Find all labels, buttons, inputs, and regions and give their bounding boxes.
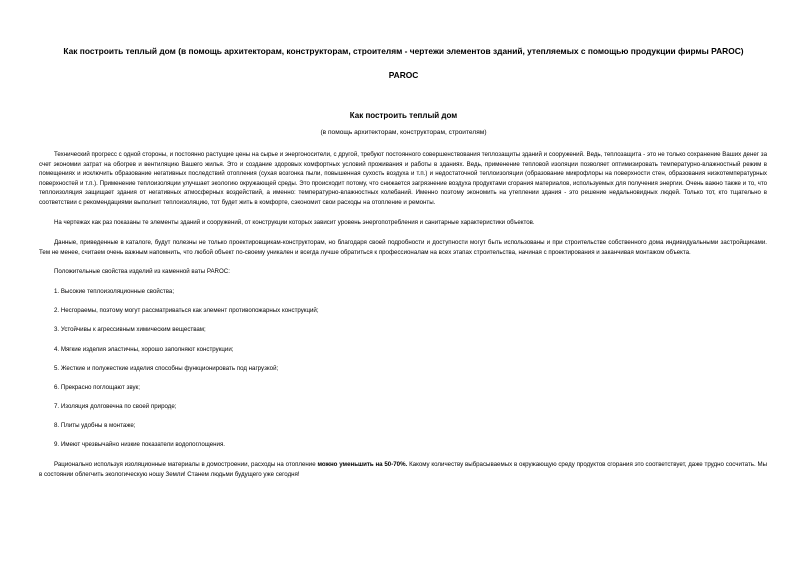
- section-title: Как построить теплый дом: [349, 111, 458, 120]
- closing-text-end: Какому количеству выбрасываемых в окружающую среду продуктов сгорания это соответствует, даже трудно сосчитать. Мы в состоянии облегчить экологическую ношу Земли! Станем людьми будущего уже сегодня!: [39, 461, 767, 478]
- closing-text-start: Рационально используя изоляционные материалы в домостроении, расходы на отопление: [54, 461, 316, 469]
- section-subtitle: (в помощь архитекторам, конструкторам, строителям): [320, 129, 487, 136]
- intro-paragraph: Технический прогресс с одной стороны, и постоянно растущие цены на сырье и энергоносители, с другой, требуют постоянного совершенствования теплозащиты зданий и сооружений. Ведь, теплозащита - это не только сохранение Ваших денег за счет экономии затрат на обогрев и вентиляцию Вашего жилья. Это и создание здоровых комфортных условий проживания и работы в зданиях. Ведь, применение тепловой изоляции позволяет оптимизировать температурно-влажностный режим в помещениях и исключить образование негативных последствий отопления (сухая возгонка пыли, повышенная сухость воздуха и т.п.) и недостаточной теплоизоляции (образование микрофлоры на поверхности стен, образования низкотемпературных поверхностей и т.п.). Применение теплоизоляции улучшает экологию окружающей среды. Это происходит потому, что снижается загрязнение воздуха продуктами сгорания материалов, используемых для получения энергии. Очень важно также и то, что теплоизоляция защищает здания от негативных атмосферных воздействий, а именно: температурно-влажностных колебаний. Именно поэтому экономить на утеплении здания - это решение недальновидных людей. Только тот, кто тщательно в соответствии с рекомендациями выполнит теплоизоляцию, тот будет жить в комфорте, сэкономит свои расходы на отопление и ремонты.: [39, 151, 767, 206]
- property-item: 4. Мягкие изделия эластичны, хорошо заполняют конструкции;: [54, 345, 234, 353]
- document-body: [39, 150, 767, 479]
- property-item: 1. Высокие теплоизоляционные свойства;: [54, 287, 175, 295]
- properties-heading: Положительные свойства изделий из каменной ваты PAROC:: [54, 268, 230, 276]
- document-title: Как построить теплый дом (в помощь архитекторам, конструкторам, строителям - чертежи элементов зданий, утепляемых с помощью продукции фирмы PAROC): [63, 46, 744, 56]
- savings-highlight: можно уменьшить на 50-70%.: [317, 461, 408, 469]
- property-item: 7. Изоляция долговечна по своей природе;: [54, 403, 177, 411]
- property-item: 2. Несгораемы, поэтому могут рассматриваться как элемент противопожарных конструкций;: [54, 307, 319, 315]
- property-item: 5. Жесткие и полужесткие изделия способны функционировать под нагрузкой;: [54, 364, 279, 372]
- property-item: 9. Имеют чрезвычайно низкие показатели водопоглощения.: [54, 441, 225, 449]
- drawings-paragraph: На чертежах как раз показаны те элементы зданий и сооружений, от конструкции которых зависит уровень энергопотребления и санитарные характеристики объектов.: [54, 219, 535, 227]
- brand-name: PAROC: [388, 70, 419, 80]
- property-item: 3. Устойчивы к агрессивным химическим веществам;: [54, 326, 206, 334]
- closing-paragraph: [39, 460, 767, 479]
- property-item: 8. Плиты удобны в монтаже;: [54, 422, 136, 430]
- catalog-paragraph: Данные, приведенные в каталоге, будут полезны не только проектировщикам-конструкторам, но благодаря своей подробности и доступности могут быть использованы и при строительстве собственного дома индивидуальными застройщиками. Тем не менее, считаем очень важным напомнить, что любой объект по-своему уникален и всегда лучше обратиться к профессионалам на всех этапах строительства, начиная с проектирования и заканчивая монтажом объекта.: [39, 239, 767, 256]
- property-item: 6. Прекрасно поглощают звук;: [54, 383, 140, 391]
